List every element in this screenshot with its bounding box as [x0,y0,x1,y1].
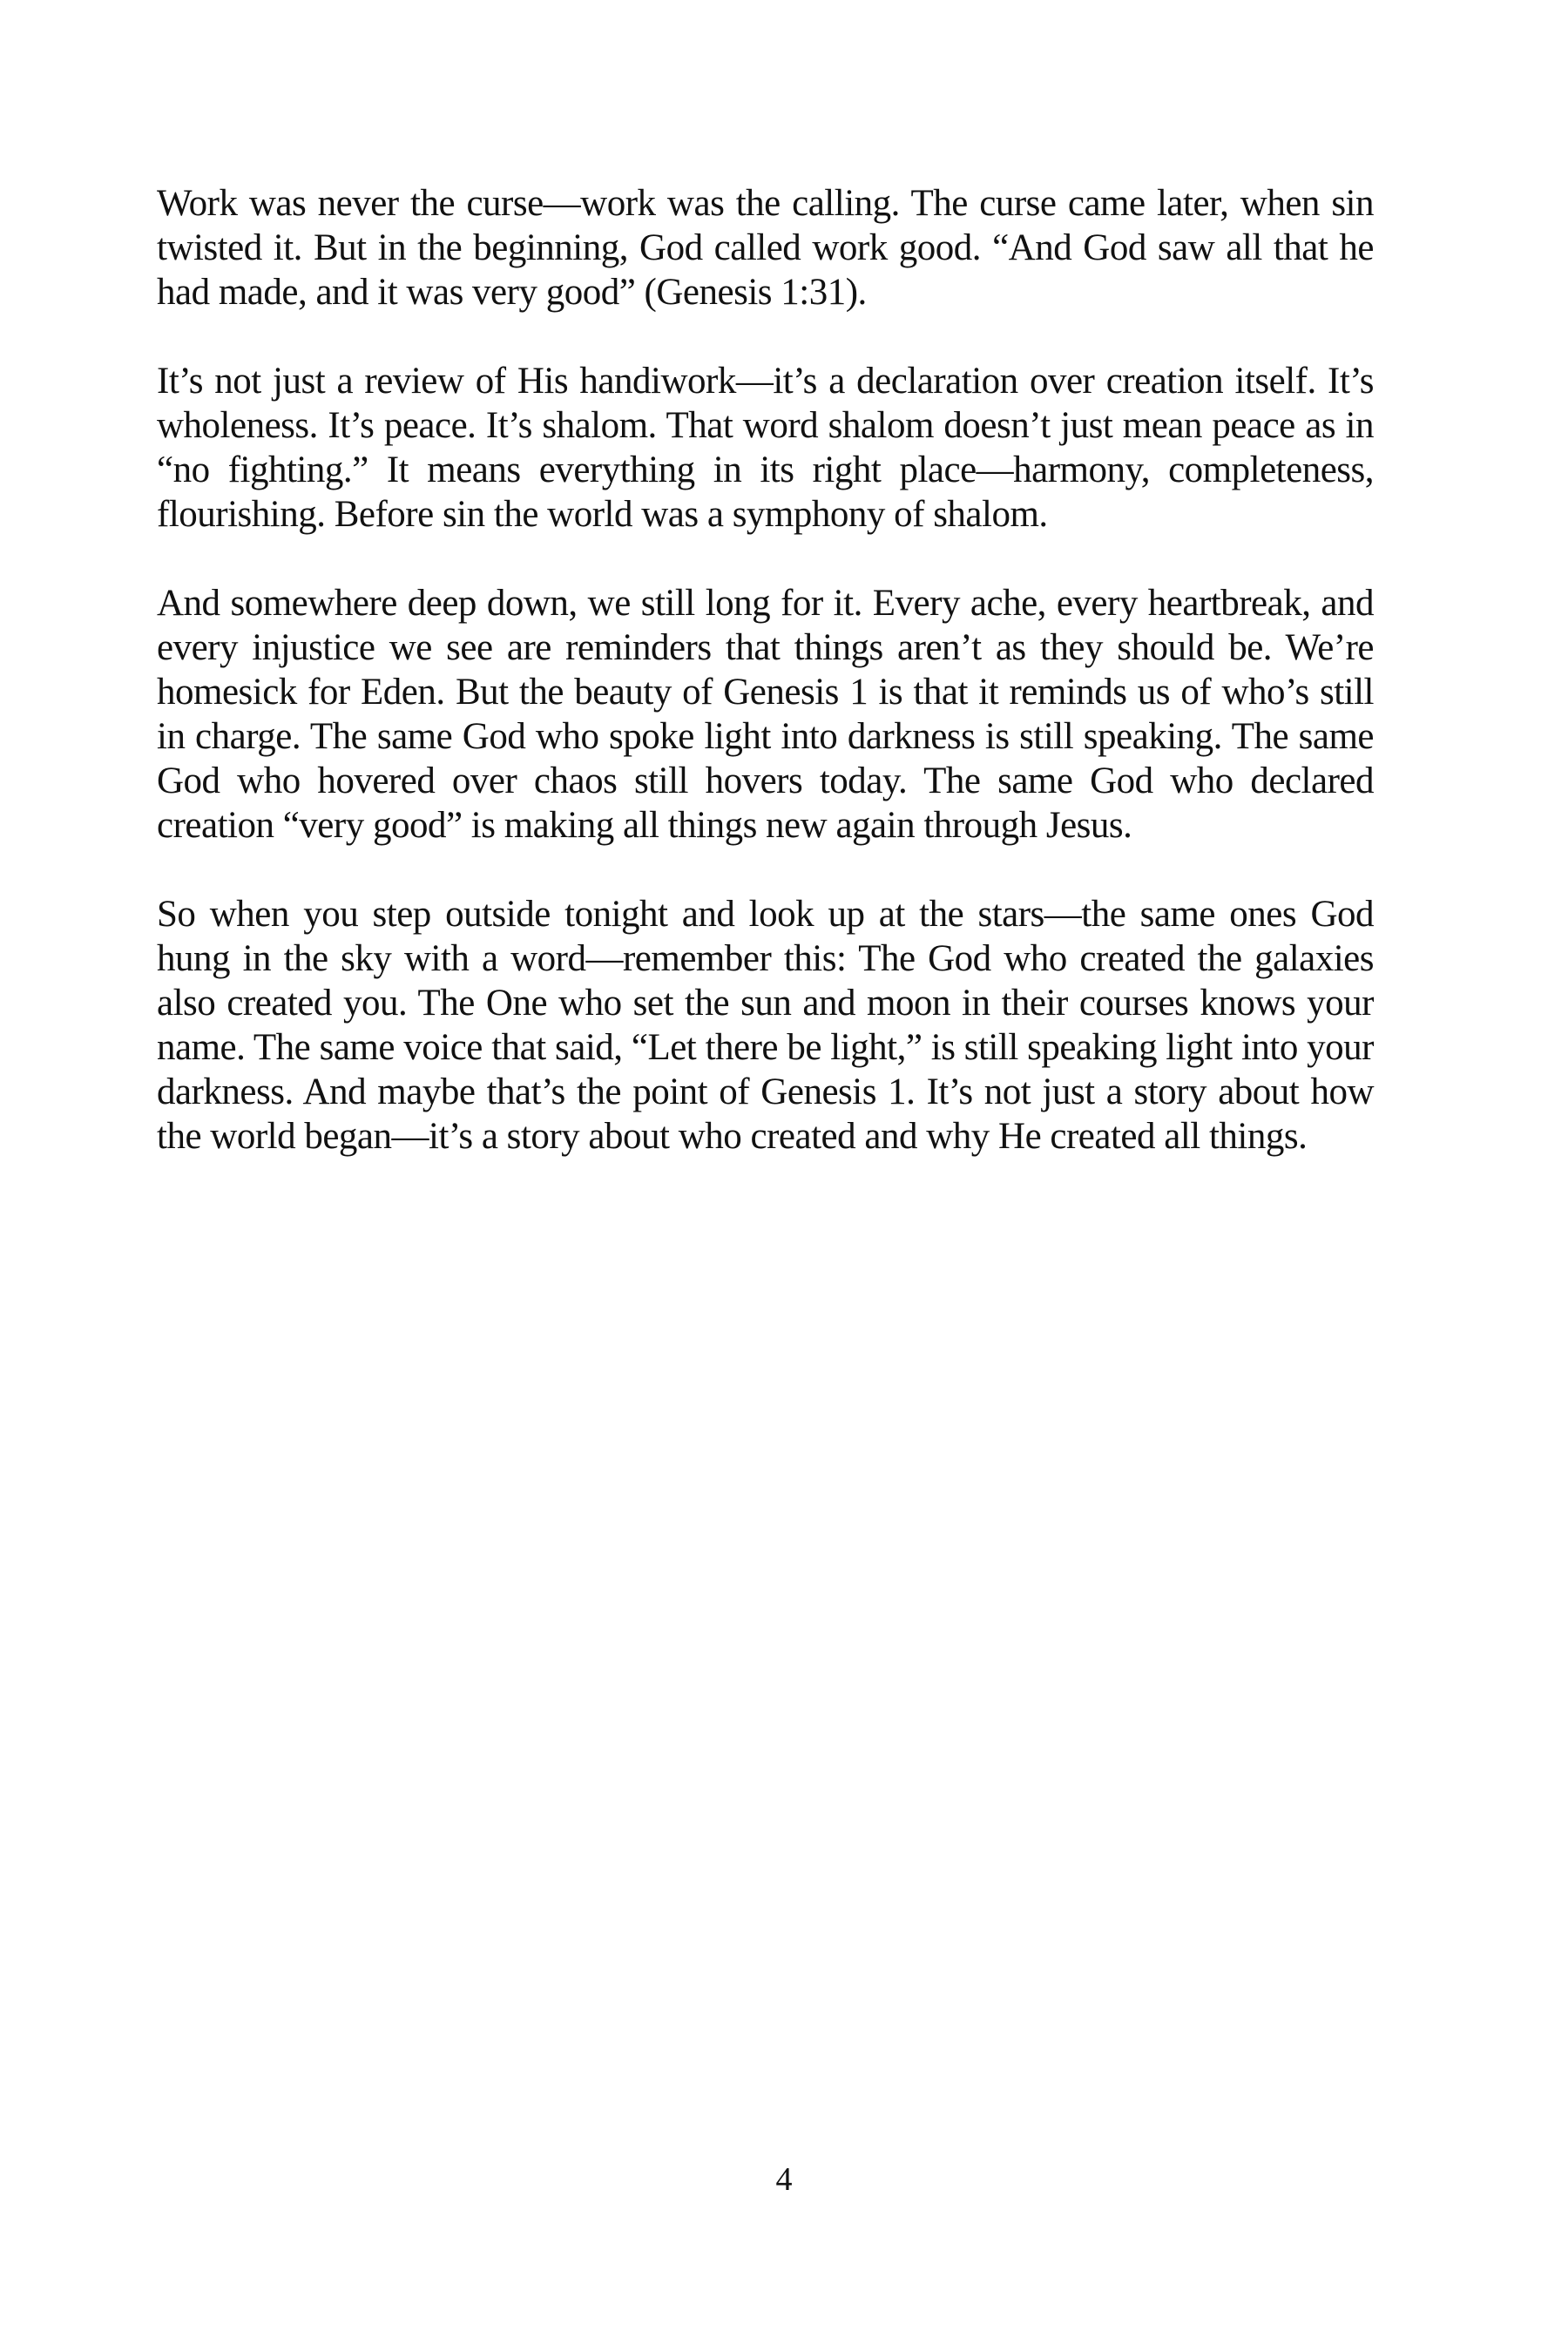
paragraph-1: Work was never the curse—work was the calling. The curse came later, when sin twisted it. But in the beginning, God called work good. “And God saw all that he had made, and it was very good” (Genesis 1:31). [157,183,1374,313]
page-number: 4 [775,2161,793,2198]
body-text [157,181,1374,1203]
paragraph-2: It’s not just a review of His handiwork—it’s a declaration over creation itself. It’s wholeness. It’s peace. It’s shalom. That word shalom doesn’t just mean peace as in “no fighting.” It means everything in its right place—harmony, completeness, flourishing. Before sin the world was a symphony of shalom. [157,361,1374,535]
paragraph-3: And somewhere deep down, we still long for it. Every ache, every heartbreak, and every injustice we see are reminders that things aren’t as they should be. We’re homesick for Eden. But the beauty of Genesis 1 is that it reminds us of who’s still in charge. The same God who spoke light into darkness is still speaking. The same God who hovered over chaos still hovers today. The same God who declared creation “very good” is making all things new again through Jesus. [157,583,1374,846]
paragraph-4: So when you step outside tonight and look up at the stars—the same ones God hung in the sky with a word—remember this: The God who created the galaxies also created you. The One who set the sun and moon in their courses knows your name. The same voice that said, “Let there be light,” is still speaking light into your darkness. And maybe that’s the point of Genesis 1. It’s not just a story about how the world began—it’s a story about who created and why He created all things. [157,894,1374,1157]
